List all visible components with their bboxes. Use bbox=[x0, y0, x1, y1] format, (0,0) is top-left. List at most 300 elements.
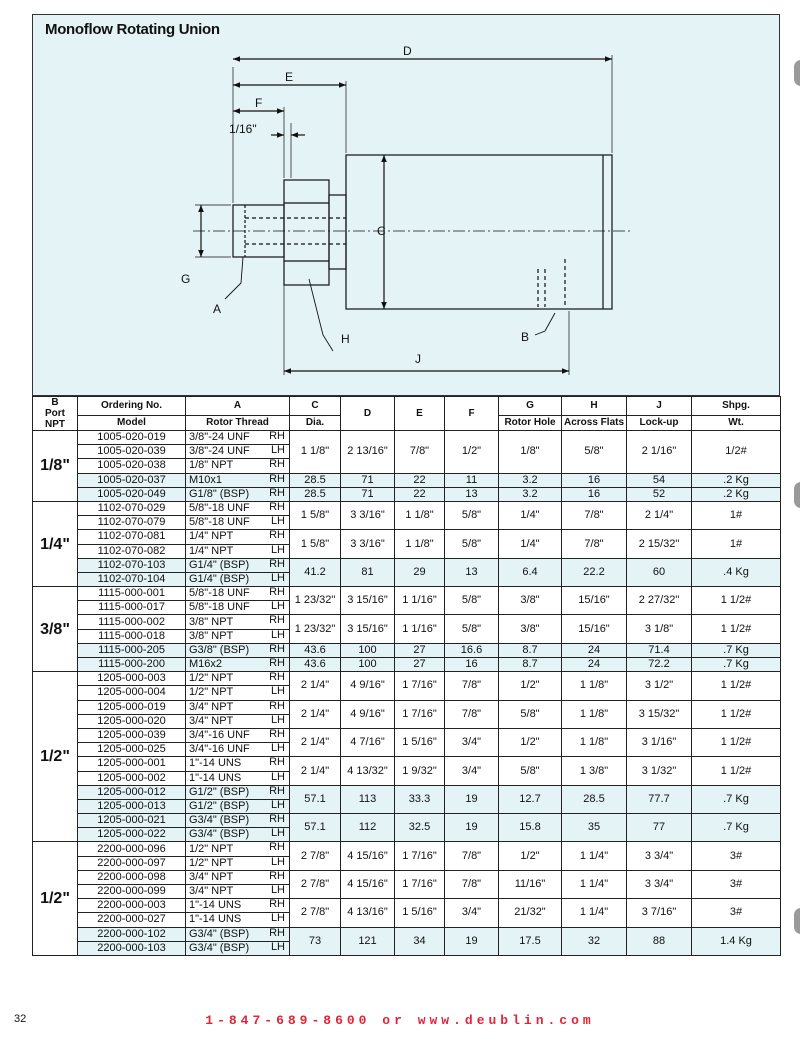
dim-f: 16 bbox=[445, 658, 499, 672]
rotor-thread bbox=[186, 487, 290, 501]
dim-d: 100 bbox=[341, 643, 395, 657]
thread-hand: LH bbox=[270, 827, 285, 840]
table-row bbox=[33, 587, 781, 601]
rotor-thread bbox=[186, 686, 290, 700]
dim-h: 5/8" bbox=[562, 431, 627, 474]
rotor-thread bbox=[186, 544, 290, 558]
dim-h: 1 1/8" bbox=[562, 728, 627, 756]
model-number: 1115-000-001 bbox=[78, 587, 186, 601]
model-number: 1205-000-002 bbox=[78, 771, 186, 785]
dim-e: 1 5/16" bbox=[395, 899, 445, 927]
dim-c: 1 1/8" bbox=[290, 431, 341, 474]
dim-c: 1 5/8" bbox=[290, 501, 341, 529]
rotor-thread bbox=[186, 870, 290, 884]
model-number: 1115-000-200 bbox=[78, 658, 186, 672]
dim-f: 5/8" bbox=[445, 587, 499, 615]
table-row bbox=[33, 431, 781, 445]
dim-c: 1 5/8" bbox=[290, 530, 341, 558]
dim-e: 1 7/16" bbox=[395, 842, 445, 870]
rotor-thread-text: 3/8"-24 UNF bbox=[189, 431, 250, 444]
col-rotor-letter: A bbox=[186, 397, 290, 416]
rotor-thread bbox=[186, 601, 290, 615]
col-wt-top: Shpg. bbox=[692, 397, 781, 416]
dim-d: 4 9/16" bbox=[341, 672, 395, 700]
rotor-thread bbox=[186, 799, 290, 813]
col-j-letter: J bbox=[627, 397, 692, 416]
binder-tab-mark bbox=[794, 908, 800, 934]
dim-g: 1/2" bbox=[499, 728, 562, 756]
rotor-thread bbox=[186, 672, 290, 686]
model-number: 1115-000-017 bbox=[78, 601, 186, 615]
dim-d: 4 13/16" bbox=[341, 899, 395, 927]
model-number: 1102-070-082 bbox=[78, 544, 186, 558]
rotor-thread-text: G3/4" (BSP) bbox=[189, 927, 250, 940]
dim-j: 3 1/32" bbox=[627, 757, 692, 785]
model-number: 1005-020-039 bbox=[78, 445, 186, 459]
dim-h: 24 bbox=[562, 658, 627, 672]
dim-c: 2 7/8" bbox=[290, 899, 341, 927]
dim-j: 2 15/32" bbox=[627, 530, 692, 558]
dim-c: 1 23/32" bbox=[290, 615, 341, 643]
table-row bbox=[33, 814, 781, 828]
dim-e: 33.3 bbox=[395, 785, 445, 813]
rotor-thread-text: G3/4" (BSP) bbox=[189, 941, 250, 954]
dim-w: .4 Kg bbox=[692, 558, 781, 586]
rotor-thread-text: 3/8" NPT bbox=[189, 629, 234, 642]
dim-c: 2 7/8" bbox=[290, 870, 341, 898]
col-rotor-hole: Rotor Hole bbox=[499, 415, 562, 430]
rotor-thread-text: 3/4" NPT bbox=[189, 700, 234, 713]
dim-f: 3/4" bbox=[445, 728, 499, 756]
thread-hand: RH bbox=[269, 643, 285, 655]
rotor-thread bbox=[186, 643, 290, 657]
col-lock-up: Lock-up bbox=[627, 415, 692, 430]
dim-j: 3 15/32" bbox=[627, 700, 692, 728]
rotor-thread-text: G3/4" (BSP) bbox=[189, 814, 250, 827]
dim-h: 28.5 bbox=[562, 785, 627, 813]
dim-e: 1 5/16" bbox=[395, 728, 445, 756]
table-row bbox=[33, 530, 781, 544]
dim-d: 4 9/16" bbox=[341, 700, 395, 728]
dim-w: 1# bbox=[692, 530, 781, 558]
model-number: 1102-070-081 bbox=[78, 530, 186, 544]
specs-table-body bbox=[33, 431, 781, 956]
rotor-thread-text: 3/4" NPT bbox=[189, 885, 234, 898]
dim-e: 27 bbox=[395, 643, 445, 657]
model-number: 1205-000-020 bbox=[78, 714, 186, 728]
dim-c: 28.5 bbox=[290, 487, 341, 501]
rotor-thread-text: G1/4" (BSP) bbox=[189, 558, 250, 571]
dim-g: 5/8" bbox=[499, 700, 562, 728]
thread-hand: RH bbox=[269, 586, 285, 599]
dim-d: 81 bbox=[341, 558, 395, 586]
model-number: 1102-070-103 bbox=[78, 558, 186, 572]
dim-e: 1 1/16" bbox=[395, 587, 445, 615]
dim-g: 21/32" bbox=[499, 899, 562, 927]
model-number: 1205-000-003 bbox=[78, 672, 186, 686]
thread-hand: RH bbox=[269, 870, 285, 882]
table-row bbox=[33, 870, 781, 884]
dim-g: 1/4" bbox=[499, 530, 562, 558]
col-g-letter: G bbox=[499, 397, 562, 416]
rotor-thread bbox=[186, 700, 290, 714]
rotor-thread-text: 1/4" NPT bbox=[189, 544, 234, 557]
rotor-thread-text: M10x1 bbox=[189, 473, 223, 486]
rotor-thread-text: 5/8"-18 UNF bbox=[189, 587, 250, 600]
dim-g: 8.7 bbox=[499, 658, 562, 672]
dim-f: 11 bbox=[445, 473, 499, 487]
dim-j: 3 7/16" bbox=[627, 899, 692, 927]
dim-f: 7/8" bbox=[445, 842, 499, 870]
drawing-panel bbox=[32, 14, 780, 396]
dim-e: 22 bbox=[395, 473, 445, 487]
dim-w: 1/2# bbox=[692, 431, 781, 474]
model-number: 1005-020-038 bbox=[78, 459, 186, 473]
dim-j: 2 1/16" bbox=[627, 431, 692, 474]
model-number: 1102-070-029 bbox=[78, 501, 186, 515]
rotor-thread bbox=[186, 913, 290, 927]
dim-g: 3/8" bbox=[499, 587, 562, 615]
rotor-thread-text: 3/8" NPT bbox=[189, 615, 234, 628]
dim-c: 2 1/4" bbox=[290, 672, 341, 700]
rotor-thread-text: 1"-14 UNS bbox=[189, 899, 242, 912]
rotor-thread bbox=[186, 941, 290, 955]
label-b: B bbox=[521, 330, 530, 344]
dim-w: 1 1/2# bbox=[692, 587, 781, 615]
model-number: 1102-070-104 bbox=[78, 572, 186, 586]
rotor-thread bbox=[186, 899, 290, 913]
rotor-thread-text: M16x2 bbox=[189, 658, 223, 671]
specs-table-wrap bbox=[32, 396, 780, 956]
rotor-thread-text: 1"-14 UNS bbox=[189, 757, 242, 770]
thread-hand: LH bbox=[270, 799, 285, 811]
col-port: B Port NPT bbox=[33, 397, 78, 431]
table-row bbox=[33, 501, 781, 515]
dim-f: 7/8" bbox=[445, 672, 499, 700]
dim-g: 6.4 bbox=[499, 558, 562, 586]
dim-g: 3.2 bbox=[499, 473, 562, 487]
dim-j: 2 27/32" bbox=[627, 587, 692, 615]
thread-hand: LH bbox=[270, 771, 285, 783]
thread-hand: LH bbox=[270, 629, 285, 641]
dim-w: 1 1/2# bbox=[692, 615, 781, 643]
model-number: 1205-000-001 bbox=[78, 757, 186, 771]
dim-w: 3# bbox=[692, 842, 781, 870]
label-c: C bbox=[377, 224, 386, 238]
dim-g: 5/8" bbox=[499, 757, 562, 785]
rotor-thread-text: 1/4" NPT bbox=[189, 530, 234, 543]
model-number: 1115-000-002 bbox=[78, 615, 186, 629]
dim-h: 7/8" bbox=[562, 530, 627, 558]
rotor-thread bbox=[186, 501, 290, 515]
dim-e: 32.5 bbox=[395, 814, 445, 842]
dim-f: 19 bbox=[445, 785, 499, 813]
binder-tab-mark bbox=[794, 60, 800, 86]
dim-f: 13 bbox=[445, 558, 499, 586]
page-title: Monoflow Rotating Union bbox=[45, 21, 220, 38]
dim-d: 121 bbox=[341, 927, 395, 955]
rotor-thread bbox=[186, 445, 290, 459]
col-c-letter: C bbox=[290, 397, 341, 416]
model-number: 1205-000-012 bbox=[78, 785, 186, 799]
rotor-thread bbox=[186, 814, 290, 828]
model-number: 1005-020-037 bbox=[78, 473, 186, 487]
rotor-thread-text: G1/2" (BSP) bbox=[189, 799, 250, 812]
rotor-thread bbox=[186, 842, 290, 856]
thread-hand: LH bbox=[270, 572, 285, 584]
table-row bbox=[33, 700, 781, 714]
model-number: 1005-020-049 bbox=[78, 487, 186, 501]
footer-contact: 1-847-689-8600 or www.deublin.com bbox=[205, 1013, 595, 1028]
rotor-thread-text: G3/4" (BSP) bbox=[189, 828, 250, 841]
dim-h: 1 1/4" bbox=[562, 842, 627, 870]
port-size: 1/8" bbox=[33, 431, 78, 502]
model-number: 2200-000-096 bbox=[78, 842, 186, 856]
dim-g: 3/8" bbox=[499, 615, 562, 643]
dim-j: 3 1/16" bbox=[627, 728, 692, 756]
thread-hand: RH bbox=[269, 657, 285, 669]
port-size: 1/2" bbox=[33, 842, 78, 956]
dim-f: 7/8" bbox=[445, 870, 499, 898]
table-row bbox=[33, 487, 781, 501]
dim-c: 2 7/8" bbox=[290, 842, 341, 870]
rotor-thread-text: 3/4"-16 UNF bbox=[189, 729, 250, 742]
dim-w: .2 Kg bbox=[692, 487, 781, 501]
table-row bbox=[33, 842, 781, 856]
thread-hand: LH bbox=[270, 941, 285, 953]
thread-hand: RH bbox=[269, 927, 285, 939]
dim-g: 1/2" bbox=[499, 672, 562, 700]
thread-hand: LH bbox=[270, 600, 285, 613]
table-row bbox=[33, 473, 781, 487]
thread-hand: LH bbox=[270, 544, 285, 556]
dim-c: 41.2 bbox=[290, 558, 341, 586]
model-number: 2200-000-027 bbox=[78, 913, 186, 927]
table-row bbox=[33, 927, 781, 941]
label-h: H bbox=[341, 332, 350, 346]
rotor-thread bbox=[186, 587, 290, 601]
dim-d: 112 bbox=[341, 814, 395, 842]
dim-d: 4 15/16" bbox=[341, 870, 395, 898]
rotor-thread bbox=[186, 757, 290, 771]
thread-hand: RH bbox=[269, 813, 285, 826]
dim-e: 27 bbox=[395, 658, 445, 672]
dim-j: 3 1/2" bbox=[627, 672, 692, 700]
dim-f: 5/8" bbox=[445, 615, 499, 643]
rotor-thread-text: G3/8" (BSP) bbox=[189, 643, 250, 656]
dim-w: 3# bbox=[692, 899, 781, 927]
rotor-thread bbox=[186, 516, 290, 530]
dim-j: 77.7 bbox=[627, 785, 692, 813]
model-number: 1005-020-019 bbox=[78, 431, 186, 445]
model-number: 1205-000-021 bbox=[78, 814, 186, 828]
thread-hand: LH bbox=[270, 884, 285, 896]
rotor-thread bbox=[186, 743, 290, 757]
dim-d: 71 bbox=[341, 487, 395, 501]
rotor-thread bbox=[186, 927, 290, 941]
label-j: J bbox=[415, 352, 421, 366]
rotor-thread bbox=[186, 771, 290, 785]
table-row bbox=[33, 899, 781, 913]
col-d: D bbox=[341, 397, 395, 431]
label-a: A bbox=[213, 302, 222, 316]
col-across-flats: Across Flats bbox=[562, 415, 627, 430]
dim-c: 43.6 bbox=[290, 643, 341, 657]
rotor-thread-text: 1"-14 UNS bbox=[189, 771, 242, 784]
thread-hand: LH bbox=[270, 742, 285, 755]
thread-hand: RH bbox=[269, 700, 285, 712]
dim-e: 1 7/16" bbox=[395, 700, 445, 728]
dim-e: 1 9/32" bbox=[395, 757, 445, 785]
label-e: E bbox=[285, 70, 294, 84]
rotor-thread-text: 1"-14 UNS bbox=[189, 913, 242, 926]
rotor-thread-text: 1/2" NPT bbox=[189, 842, 234, 855]
dim-c: 73 bbox=[290, 927, 341, 955]
dim-w: 3# bbox=[692, 870, 781, 898]
thread-hand: RH bbox=[269, 728, 285, 740]
model-number: 1205-000-039 bbox=[78, 728, 186, 742]
rotor-thread bbox=[186, 728, 290, 742]
model-number: 1205-000-022 bbox=[78, 828, 186, 842]
dim-h: 16 bbox=[562, 473, 627, 487]
dim-c: 57.1 bbox=[290, 814, 341, 842]
dim-h: 7/8" bbox=[562, 501, 627, 529]
table-row bbox=[33, 615, 781, 629]
dim-w: .2 Kg bbox=[692, 473, 781, 487]
rotor-thread-text: G1/2" (BSP) bbox=[189, 785, 250, 798]
dim-j: 72.2 bbox=[627, 658, 692, 672]
label-f: F bbox=[255, 96, 263, 110]
col-wt: Wt. bbox=[692, 415, 781, 430]
dim-g: 1/4" bbox=[499, 501, 562, 529]
col-f: F bbox=[445, 397, 499, 431]
dim-w: 1 1/2# bbox=[692, 757, 781, 785]
dim-f: 13 bbox=[445, 487, 499, 501]
dim-h: 35 bbox=[562, 814, 627, 842]
dim-e: 7/8" bbox=[395, 431, 445, 474]
dim-g: 8.7 bbox=[499, 643, 562, 657]
dim-d: 4 13/32" bbox=[341, 757, 395, 785]
dim-d: 113 bbox=[341, 785, 395, 813]
dim-w: 1.4 Kg bbox=[692, 927, 781, 955]
dim-j: 3 3/4" bbox=[627, 842, 692, 870]
model-number: 1205-000-004 bbox=[78, 686, 186, 700]
dim-c: 2 1/4" bbox=[290, 700, 341, 728]
dim-c: 57.1 bbox=[290, 785, 341, 813]
dim-j: 54 bbox=[627, 473, 692, 487]
rotor-thread-text: 5/8"-18 UNF bbox=[189, 601, 250, 614]
dim-e: 1 7/16" bbox=[395, 870, 445, 898]
rotor-thread-text: 3/4"-16 UNF bbox=[189, 743, 250, 756]
rotor-thread bbox=[186, 785, 290, 799]
dim-j: 88 bbox=[627, 927, 692, 955]
dim-d: 3 15/16" bbox=[341, 587, 395, 615]
dim-j: 3 3/4" bbox=[627, 870, 692, 898]
col-model: Model bbox=[78, 415, 186, 430]
thread-hand: RH bbox=[269, 487, 285, 499]
rotor-thread-text: 5/8"-18 UNF bbox=[189, 516, 250, 529]
dim-e: 34 bbox=[395, 927, 445, 955]
dim-d: 100 bbox=[341, 658, 395, 672]
dim-g: 1/2" bbox=[499, 842, 562, 870]
model-number: 1115-000-018 bbox=[78, 629, 186, 643]
col-e: E bbox=[395, 397, 445, 431]
rotor-thread bbox=[186, 473, 290, 487]
dim-c: 2 1/4" bbox=[290, 757, 341, 785]
dim-d: 2 13/16" bbox=[341, 431, 395, 474]
dim-j: 60 bbox=[627, 558, 692, 586]
dim-w: 1 1/2# bbox=[692, 728, 781, 756]
rotor-thread bbox=[186, 828, 290, 842]
thread-hand: LH bbox=[270, 515, 285, 528]
rotor-thread bbox=[186, 431, 290, 445]
model-number: 1102-070-079 bbox=[78, 516, 186, 530]
port-size: 3/8" bbox=[33, 587, 78, 672]
rotor-thread bbox=[186, 530, 290, 544]
label-sixteenth: 1/16" bbox=[229, 122, 257, 136]
dim-f: 1/2" bbox=[445, 431, 499, 474]
table-row bbox=[33, 658, 781, 672]
col-ordering: Ordering No. bbox=[78, 397, 186, 416]
rotor-thread-text: G1/8" (BSP) bbox=[189, 487, 250, 500]
rotor-thread bbox=[186, 615, 290, 629]
rotating-union-drawing bbox=[33, 15, 781, 397]
specs-table bbox=[32, 396, 781, 956]
thread-hand: LH bbox=[270, 912, 285, 925]
col-c-dia: Dia. bbox=[290, 415, 341, 430]
thread-hand: RH bbox=[269, 501, 285, 513]
rotor-thread-text: 1/2" NPT bbox=[189, 672, 234, 685]
table-row bbox=[33, 728, 781, 742]
dim-e: 29 bbox=[395, 558, 445, 586]
thread-hand: RH bbox=[269, 756, 285, 769]
dim-w: .7 Kg bbox=[692, 658, 781, 672]
thread-hand: RH bbox=[269, 430, 285, 442]
dim-g: 17.5 bbox=[499, 927, 562, 955]
dim-h: 1 3/8" bbox=[562, 757, 627, 785]
thread-hand: LH bbox=[270, 714, 285, 726]
dim-f: 19 bbox=[445, 927, 499, 955]
model-number: 1115-000-205 bbox=[78, 643, 186, 657]
dim-h: 15/16" bbox=[562, 615, 627, 643]
rotor-thread-text: 3/4" NPT bbox=[189, 870, 234, 883]
dim-j: 3 1/8" bbox=[627, 615, 692, 643]
dim-f: 3/4" bbox=[445, 899, 499, 927]
dim-e: 1 1/8" bbox=[395, 530, 445, 558]
dim-f: 5/8" bbox=[445, 530, 499, 558]
table-row bbox=[33, 672, 781, 686]
dim-w: 1# bbox=[692, 501, 781, 529]
dim-h: 1 1/4" bbox=[562, 870, 627, 898]
port-size: 1/4" bbox=[33, 501, 78, 586]
port-size: 1/2" bbox=[33, 672, 78, 842]
dim-e: 1 1/16" bbox=[395, 615, 445, 643]
thread-hand: RH bbox=[269, 558, 285, 570]
dim-f: 16.6 bbox=[445, 643, 499, 657]
thread-hand: RH bbox=[269, 458, 285, 471]
dim-d: 4 15/16" bbox=[341, 842, 395, 870]
model-number: 2200-000-097 bbox=[78, 856, 186, 870]
rotor-thread-text: 5/8"-18 UNF bbox=[189, 502, 250, 515]
dim-f: 19 bbox=[445, 814, 499, 842]
thread-hand: RH bbox=[269, 898, 285, 911]
thread-hand: LH bbox=[270, 685, 285, 698]
label-g: G bbox=[181, 272, 191, 286]
dim-f: 5/8" bbox=[445, 501, 499, 529]
model-number: 1205-000-013 bbox=[78, 799, 186, 813]
dim-d: 3 3/16" bbox=[341, 501, 395, 529]
dim-d: 3 3/16" bbox=[341, 530, 395, 558]
